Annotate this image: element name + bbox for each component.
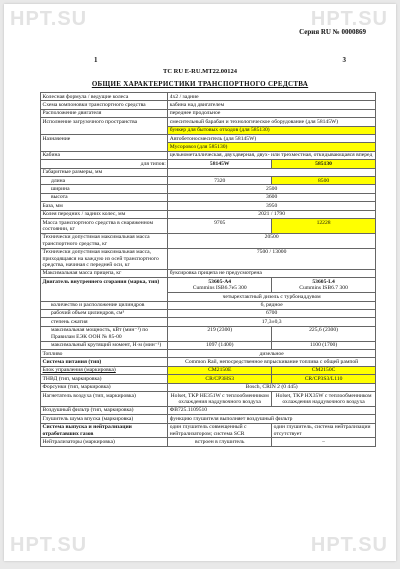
row-value: ФВ725.1109510 xyxy=(168,406,376,414)
table-row xyxy=(41,151,376,159)
engine-a: 53605-А4 Cummins ISB6.7e5 300 xyxy=(168,278,272,293)
row-value: четырехтактный дизель с турбонаддувом xyxy=(168,293,376,301)
table-row xyxy=(41,375,376,383)
row-value: цельнометаллическая, двухдверная, двух- или трехместная, откидывающаяся вперед xyxy=(168,151,376,159)
table-row xyxy=(41,185,376,193)
row-label: Технически допустимая максимальная масса транспортного средства, кг xyxy=(41,233,168,248)
row-value: один глушитель совмещенный с нейтрализатором; система SCR xyxy=(168,423,272,438)
document-page xyxy=(4,4,396,561)
row-value: встроен в глушитель xyxy=(168,438,272,446)
row-value: Bosch, CRIN 2 (0 445) xyxy=(168,383,376,391)
row-value: 6, рядное xyxy=(168,301,376,309)
row-label: максимальный крутящий момент, Н·м (мин⁻¹) xyxy=(41,341,168,349)
row-value: 7500 / 13000 xyxy=(168,248,376,269)
row-value: 6700 xyxy=(168,309,376,317)
row-label: ТНВД (тип, маркировка) xyxy=(41,375,168,383)
row-label: Воздушный фильтр (тип, маркировка) xyxy=(41,406,168,414)
row-label: Схема компоновки транспортного средства xyxy=(41,101,168,109)
watermark: HPT.SU xyxy=(310,534,388,556)
row-label: ширина xyxy=(41,185,168,193)
table-row xyxy=(41,109,376,117)
table-row xyxy=(41,318,376,326)
row-value: 17,3±0,3 xyxy=(168,318,376,326)
table-row xyxy=(41,383,376,391)
table-row xyxy=(41,406,376,414)
type-a: 58145W xyxy=(168,160,272,168)
table-row xyxy=(41,160,376,168)
page-number-right: 3 xyxy=(342,56,346,64)
row-label: Расположение двигателя xyxy=(41,109,168,117)
document-number: TC RU E-RU.MT22.00124 xyxy=(162,68,238,75)
row-label: Блок управления (маркировка) xyxy=(41,366,168,374)
row-value: – xyxy=(272,438,376,446)
row-value: CR/CP3HS3 xyxy=(168,375,272,383)
row-label: Масса транспортного средства в снаряженном состоянии, кг xyxy=(41,219,168,234)
row-value: 8500 xyxy=(272,177,376,185)
characteristics-table xyxy=(40,92,376,447)
page-number-left: 1 xyxy=(94,56,98,64)
row-value: 3600 xyxy=(168,193,376,201)
table-row xyxy=(41,118,376,126)
row-value: 20500 xyxy=(168,233,376,248)
row-value: кабина над двигателем xyxy=(168,101,376,109)
row-label: Габаритные размеры, мм xyxy=(41,168,168,176)
table-row xyxy=(41,233,376,248)
row-label: количество и расположение цилиндров xyxy=(41,301,168,309)
row-value: 225,6 (2300) xyxy=(272,326,376,341)
table-row xyxy=(41,326,376,341)
row-label: Исполнение загрузочного пространства xyxy=(41,118,168,135)
watermark: HPT.SU xyxy=(310,8,388,30)
row-value: Holset, TKP HE351W с теплообменником охлаждения наддувочного воздуха xyxy=(168,392,272,407)
row-value: буксировка прицепа не предусмотрена xyxy=(168,269,376,277)
table-row xyxy=(41,93,376,101)
row-label: для типов: xyxy=(41,160,168,168)
watermark: HPT.SU xyxy=(10,8,88,30)
table-row xyxy=(41,309,376,317)
row-value: Мусоровоз (для 585130) xyxy=(168,143,376,151)
table-row xyxy=(41,101,376,109)
row-value: Автобетоносмеситель (для 58145W) xyxy=(168,135,376,143)
table-row xyxy=(41,415,376,423)
row-label: Нейтрализаторы (маркировка) xyxy=(41,438,168,446)
row-value: функцию глушителя выполняет воздушный фильтр xyxy=(168,415,376,423)
row-label: Технически допустимая максимальная масса, приходящаяся на каждую из осей транспортного средства, начиная с передней оси, кг xyxy=(41,248,168,269)
row-label: высота xyxy=(41,193,168,201)
row-value: Holset, TKP HX35W с теплообменником охлаждения наддувочного воздуха xyxy=(272,392,376,407)
row-label: Двигатель внутреннего сгорания (марка, тип) xyxy=(41,278,168,301)
row-value: 12228 xyxy=(272,219,376,234)
row-value: 3950 xyxy=(168,202,376,210)
table-row xyxy=(41,219,376,234)
row-value: 2500 xyxy=(168,185,376,193)
row-label: Колея передних / задних колес, мм xyxy=(41,210,168,218)
row-value: CR/CP3S3/L110 xyxy=(272,375,376,383)
serial-number: Серия RU № 0000869 xyxy=(299,28,366,36)
table-row xyxy=(41,168,376,176)
row-value: 9705 xyxy=(168,219,272,234)
table-row xyxy=(41,248,376,269)
row-label: Колесная формула / ведущие колеса xyxy=(41,93,168,101)
row-value: 1100 (1700) xyxy=(272,341,376,349)
row-label: Кабина xyxy=(41,151,168,159)
table-row xyxy=(41,438,376,446)
table-row xyxy=(41,135,376,143)
table-row xyxy=(41,269,376,277)
table-row xyxy=(41,423,376,438)
table-row xyxy=(41,350,376,358)
type-b: 585130 xyxy=(272,160,376,168)
table-row xyxy=(41,278,376,293)
page-title: ОБЩИЕ ХАРАКТЕРИСТИКИ ТРАНСПОРТНОГО СРЕДСТВА xyxy=(91,80,309,88)
table-row xyxy=(41,193,376,201)
row-value: Common Rail, непосредственное впрыскивание топлива с общей рампой xyxy=(168,358,376,366)
row-label: Топливо xyxy=(41,350,168,358)
row-value: CM2150E xyxy=(168,366,272,374)
row-value: 7320 xyxy=(168,177,272,185)
row-label: Нагнетатель воздуха (тип, маркировка) xyxy=(41,392,168,407)
row-value: дизельное xyxy=(168,350,376,358)
row-label: Система выпуска и нейтрализации отработавших газов xyxy=(41,423,168,438)
row-label: длина xyxy=(41,177,168,185)
row-label: База, мм xyxy=(41,202,168,210)
row-value: 4x2 / задние xyxy=(168,93,376,101)
row-value: бункер для бытовых отходов (для 585130) xyxy=(168,126,376,134)
table-row xyxy=(41,366,376,374)
watermark: HPT.SU xyxy=(10,534,88,556)
row-value: 2021 / 1790 xyxy=(168,210,376,218)
row-label: Максимальная масса прицепа, кг xyxy=(41,269,168,277)
row-label: Форсунки (тип, маркировка) xyxy=(41,383,168,391)
row-value: 1097 (1400) xyxy=(168,341,272,349)
row-label: Назначение xyxy=(41,135,168,152)
table-row xyxy=(41,202,376,210)
row-label: рабочий объем цилиндров, см³ xyxy=(41,309,168,317)
row-value: переднее продольное xyxy=(168,109,376,117)
table-row xyxy=(41,358,376,366)
row-label: степень сжатия xyxy=(41,318,168,326)
row-label: Глушитель шума впуска (маркировка) xyxy=(41,415,168,423)
engine-b: 53605-L4 Cummins ISB6.7 300 xyxy=(272,278,376,293)
row-value: CM2150C xyxy=(272,366,376,374)
row-value: смесительный барабан и технологическое оборудование (для 58145W) xyxy=(168,118,376,126)
table-row xyxy=(41,210,376,218)
table-row xyxy=(41,341,376,349)
table-row xyxy=(41,392,376,407)
row-label: максимальная мощность, кВт (мин⁻¹) по Правилам ЕЭК ООН № 85-00 xyxy=(41,326,168,341)
row-value: 219 (2300) xyxy=(168,326,272,341)
table-row xyxy=(41,301,376,309)
row-value: один глушитель, система нейтрализации отсутствует xyxy=(272,423,376,438)
row-label: Система питания (тип) xyxy=(41,358,168,366)
table-row xyxy=(41,177,376,185)
